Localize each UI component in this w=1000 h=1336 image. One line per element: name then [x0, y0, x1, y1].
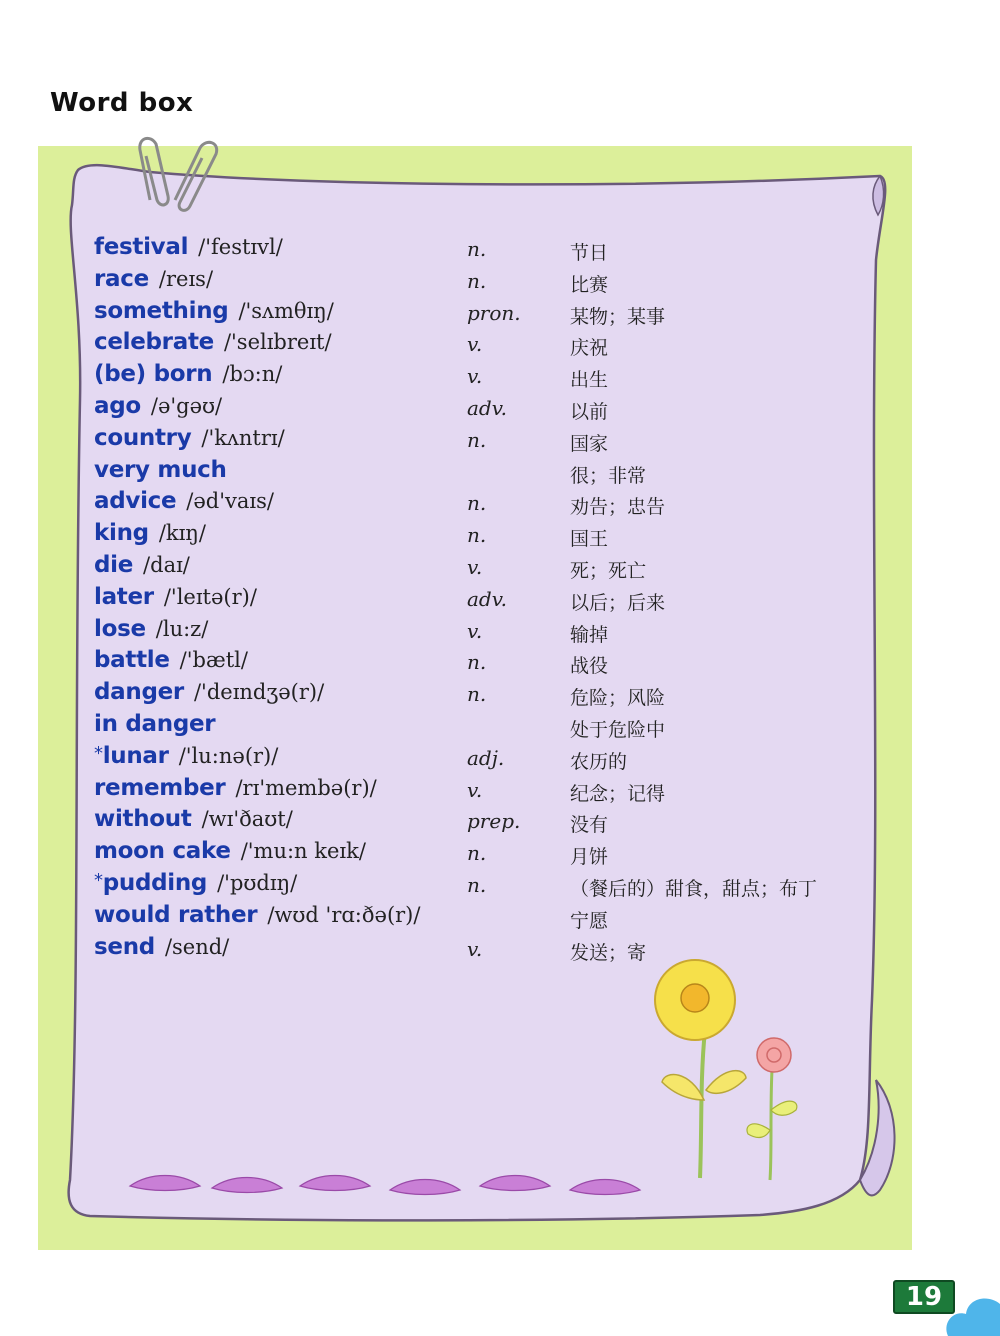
- vocab-word: later: [94, 583, 154, 610]
- vocab-word: die: [94, 551, 134, 578]
- vocab-word: celebrate: [94, 329, 214, 356]
- vocab-word: pudding: [102, 869, 208, 896]
- vocab-phonetic: /'sʌmθɪŋ/: [238, 298, 334, 323]
- vocab-phonetic: /'bætl/: [179, 648, 248, 673]
- vocab-meaning: 庆祝: [570, 337, 609, 360]
- vocab-word-group: [94, 488, 274, 514]
- vocab-meaning: 处于危险中: [570, 718, 666, 741]
- vocab-entry: [94, 457, 894, 489]
- vocab-phonetic: /kɪŋ/: [158, 521, 206, 546]
- vocab-word-group: [94, 616, 208, 642]
- vocab-meaning: 比赛: [570, 273, 609, 296]
- vocab-word-group: [94, 679, 324, 705]
- vocab-word-group: [94, 425, 285, 451]
- vocab-phonetic: /ə'gəʊ/: [150, 393, 223, 418]
- vocab-phonetic: /lu:z/: [155, 616, 209, 641]
- vocab-entry: [94, 520, 894, 552]
- vocab-meaning: 国家: [570, 432, 609, 455]
- vocab-word: remember: [94, 774, 226, 801]
- vocab-word-group: [94, 838, 366, 864]
- vocab-part-of-speech: v.: [467, 554, 483, 579]
- vocab-phonetic: /'lu:nə(r)/: [178, 743, 279, 768]
- vocab-meaning: （餐后的）甜食，甜点；布丁: [570, 877, 818, 900]
- vocab-entry: [94, 234, 894, 266]
- vocab-part-of-speech: n.: [467, 650, 487, 675]
- vocab-phonetic: /'kʌntrɪ/: [201, 425, 285, 450]
- vocab-part-of-speech: n.: [467, 237, 487, 261]
- vocab-phonetic: /'deɪndʒə(r)/: [193, 680, 325, 705]
- vocab-entry: [94, 425, 894, 457]
- vocab-part-of-speech: v.: [467, 936, 483, 961]
- optional-word-marker: *: [94, 869, 103, 891]
- vocab-meaning: 出生: [570, 369, 609, 392]
- vocab-entry: [94, 838, 894, 870]
- vocab-phonetic: /'leɪtə(r)/: [163, 584, 257, 609]
- vocab-entry: [94, 552, 894, 584]
- vocab-part-of-speech: n.: [467, 523, 487, 548]
- cloud-icon: [940, 1276, 1000, 1336]
- vocab-phonetic: /əd'vaɪs/: [186, 489, 274, 514]
- vocab-meaning: 死；死亡: [570, 559, 647, 582]
- vocab-part-of-speech: n.: [467, 872, 487, 897]
- vocab-entry: [94, 934, 894, 966]
- vocab-word-group: [94, 266, 213, 292]
- page-number-badge: 19: [893, 1280, 955, 1314]
- vocab-word-group: [94, 806, 293, 832]
- vocab-phonetic: /'mu:n keɪk/: [240, 839, 366, 864]
- vocab-part-of-speech: n.: [467, 491, 487, 516]
- vocab-meaning: 月饼: [570, 846, 609, 869]
- vocab-word-group: [94, 329, 332, 355]
- vocab-entry: [94, 488, 894, 520]
- vocab-part-of-speech: n.: [467, 682, 487, 707]
- vocab-entry: [94, 902, 894, 934]
- vocab-word: moon cake: [94, 838, 231, 865]
- vocab-phonetic: /daɪ/: [143, 552, 190, 577]
- vocab-part-of-speech: n.: [467, 268, 487, 293]
- vocab-word-group: [94, 647, 248, 673]
- vocab-word: lunar: [102, 742, 169, 769]
- vocab-entry: [94, 298, 894, 330]
- vocab-part-of-speech: adj.: [467, 745, 505, 770]
- vocab-phonetic: /wʊd 'rɑ:ðə(r)/: [267, 902, 421, 927]
- vocab-entry: [94, 743, 894, 775]
- vocab-meaning: 战役: [570, 655, 609, 678]
- vocab-meaning: 纪念；记得: [570, 782, 666, 805]
- vocab-word-group: [94, 775, 377, 801]
- vocab-phonetic: /bɔ:n/: [222, 362, 283, 387]
- vocab-meaning: 宁愿: [570, 909, 609, 932]
- vocab-meaning: 劝告；忠告: [570, 496, 666, 519]
- vocab-word: race: [94, 265, 149, 292]
- vocab-part-of-speech: n.: [467, 841, 487, 866]
- vocab-phonetic: /reɪs/: [158, 266, 214, 291]
- vocab-word-group: [94, 870, 297, 896]
- vocab-entry: [94, 711, 894, 743]
- vocab-meaning: 危险；风险: [570, 687, 666, 710]
- vocab-meaning: 以后；后来: [570, 591, 666, 614]
- vocab-part-of-speech: adv.: [467, 586, 508, 611]
- vocab-word: (be) born: [94, 361, 213, 388]
- vocab-word: something: [94, 297, 229, 324]
- vocab-word-group: [94, 743, 278, 769]
- vocab-word-group: [94, 393, 222, 419]
- vocab-entry: [94, 329, 894, 361]
- vocab-entry: [94, 361, 894, 393]
- vocab-meaning: 很；非常: [570, 464, 647, 487]
- vocab-word-group: [94, 361, 282, 387]
- vocab-word: send: [94, 933, 155, 960]
- vocab-phonetic: /rɪ'membə(r)/: [235, 775, 377, 800]
- vocab-meaning: 节日: [570, 242, 609, 264]
- vocab-entry: [94, 870, 894, 902]
- vocab-entry: [94, 679, 894, 711]
- vocab-word: would rather: [94, 901, 258, 928]
- vocab-entry: [94, 616, 894, 648]
- vocab-word: battle: [94, 647, 170, 674]
- vocab-phonetic: /send/: [164, 934, 230, 959]
- vocab-meaning: 发送；寄: [570, 941, 647, 964]
- vocab-word-group: [94, 934, 229, 960]
- vocab-word: king: [94, 520, 149, 547]
- vocab-word: festival: [94, 234, 189, 260]
- vocab-entry: [94, 393, 894, 425]
- vocab-entry: [94, 775, 894, 807]
- vocab-meaning: 某物；某事: [570, 305, 666, 328]
- vocab-part-of-speech: v.: [467, 777, 483, 802]
- vocab-word: in danger: [94, 710, 216, 737]
- vocab-part-of-speech: n.: [467, 427, 487, 452]
- vocab-word: without: [94, 806, 192, 833]
- vocab-entry: [94, 647, 894, 679]
- vocab-entry: [94, 584, 894, 616]
- vocab-word-group: [94, 520, 206, 546]
- vocab-part-of-speech: adv.: [467, 395, 508, 420]
- vocab-meaning: 以前: [570, 400, 609, 423]
- vocab-word-group: [94, 902, 420, 928]
- vocab-part-of-speech: v.: [467, 364, 483, 389]
- vocab-entry: [94, 806, 894, 838]
- vocab-word-group: [94, 584, 257, 610]
- vocab-word-group: [94, 234, 283, 260]
- vocab-word: danger: [94, 679, 184, 706]
- vocab-meaning: 输掉: [570, 623, 609, 646]
- vocab-phonetic: /wɪ'ðaʊt/: [201, 807, 293, 832]
- vocab-meaning: 没有: [570, 814, 609, 837]
- vocab-word-group: [94, 552, 190, 578]
- vocab-part-of-speech: prep.: [467, 809, 521, 834]
- vocab-part-of-speech: v.: [467, 332, 483, 357]
- vocab-word-group: [94, 298, 334, 324]
- vocab-part-of-speech: v.: [467, 618, 483, 643]
- vocabulary-list: [94, 234, 894, 965]
- vocab-phonetic: /'festɪvl/: [198, 235, 283, 259]
- vocab-word: advice: [94, 488, 177, 515]
- vocab-part-of-speech: pron.: [467, 300, 521, 325]
- vocab-word-group: [94, 711, 215, 737]
- vocab-word: country: [94, 424, 192, 451]
- vocab-meaning: 国王: [570, 528, 609, 551]
- vocab-word-group: [94, 457, 227, 483]
- vocab-word: very much: [94, 456, 227, 483]
- vocab-meaning: 农历的: [570, 750, 628, 773]
- vocab-entry: [94, 266, 894, 298]
- vocab-word: ago: [94, 392, 141, 419]
- vocab-phonetic: /'selɪbreɪt/: [223, 330, 332, 355]
- vocab-word: lose: [94, 615, 146, 642]
- section-heading: Word box: [50, 88, 194, 118]
- optional-word-marker: *: [94, 742, 103, 764]
- vocab-phonetic: /'pʊdɪŋ/: [217, 870, 298, 895]
